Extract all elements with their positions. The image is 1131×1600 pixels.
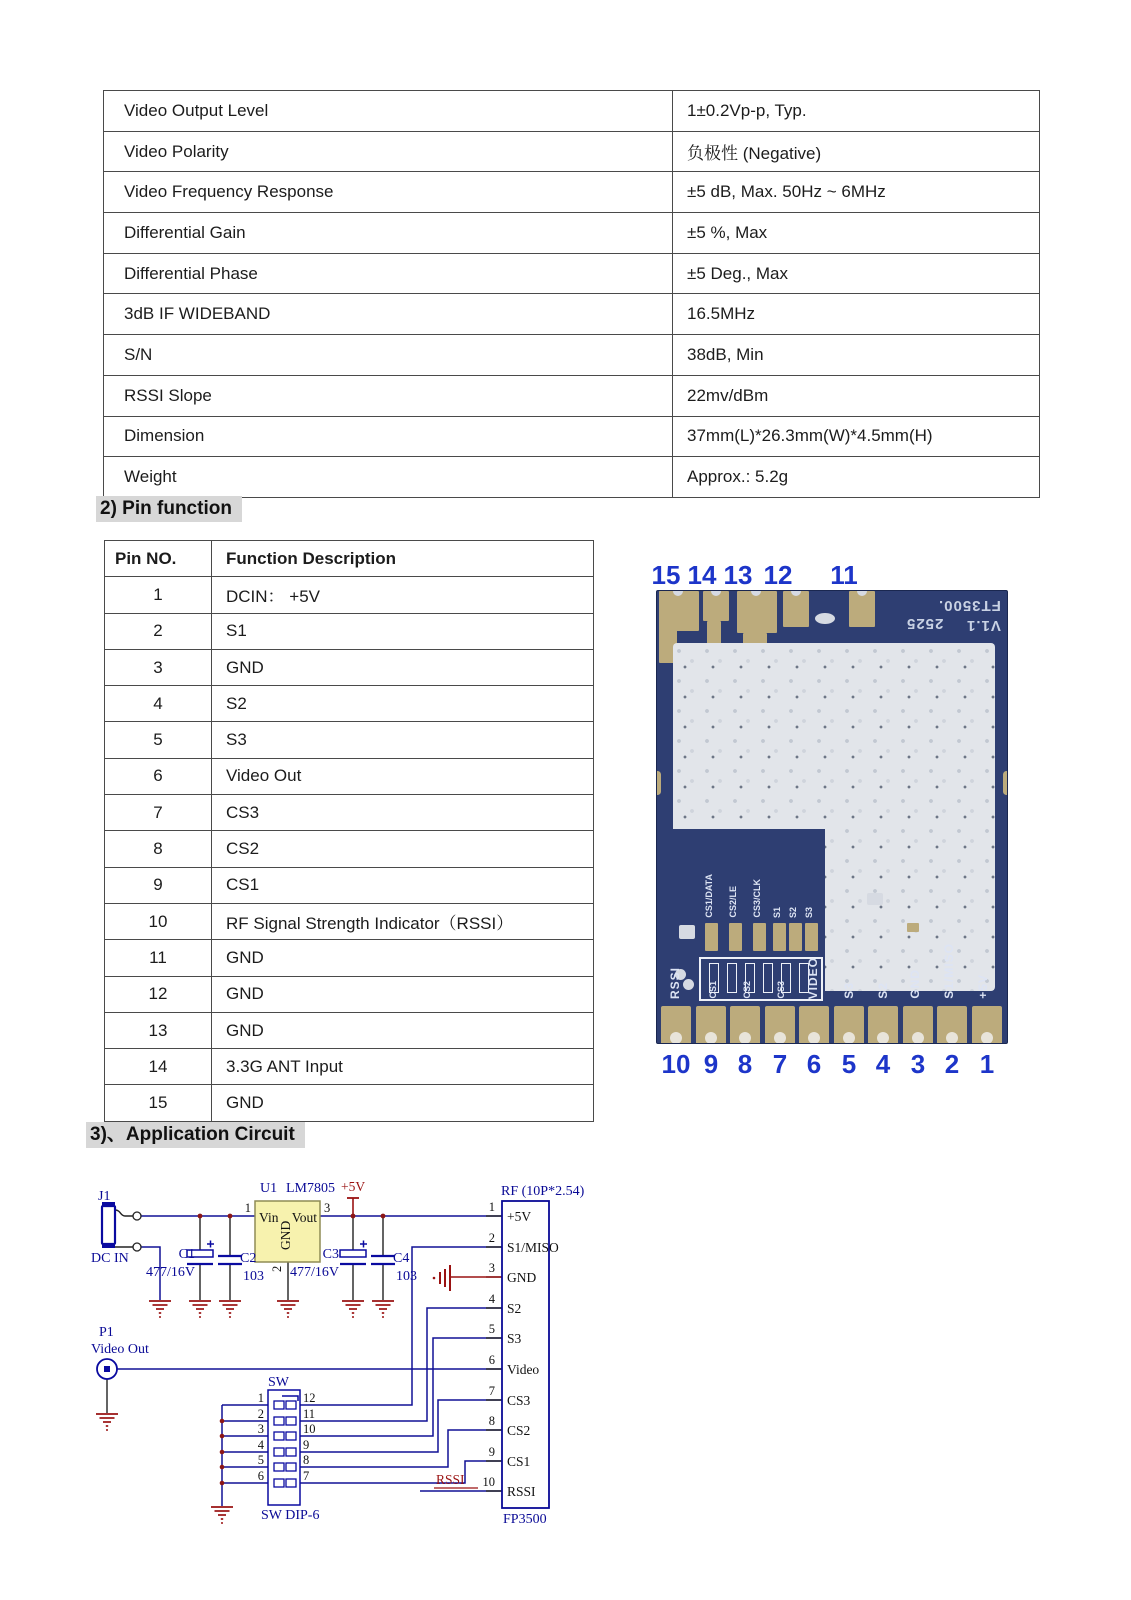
c3-ref: C3 <box>322 1247 339 1262</box>
pin-desc: CS1 <box>212 867 594 903</box>
c1-ref: C1 <box>178 1247 195 1262</box>
spec-value: 37mm(L)*26.3mm(W)*4.5mm(H) <box>673 416 1040 457</box>
rf-pin-number: 9 <box>488 1445 495 1459</box>
rf-pin-number: 7 <box>488 1384 495 1398</box>
ground-symbol <box>96 1414 118 1431</box>
silk-gnd-label: GND <box>908 969 922 999</box>
spec-label: Weight <box>104 457 673 498</box>
pcb-side-notch-left <box>656 771 661 795</box>
table-row <box>105 686 594 722</box>
pcb-pad-9 <box>696 1006 726 1043</box>
table-row <box>104 91 1040 132</box>
pcb-pad-7 <box>765 1006 795 1043</box>
dip-switch-elements <box>274 1401 296 1487</box>
sw-pin-number: 11 <box>303 1407 316 1421</box>
spec-label: Video Polarity <box>104 131 673 172</box>
ground-symbol <box>342 1301 364 1318</box>
pcb-bottom-pin-number: 9 <box>703 1049 719 1079</box>
connector-pin <box>133 1243 141 1251</box>
connector-pin <box>133 1212 141 1220</box>
ground-symbol <box>219 1301 241 1318</box>
spec-value: 22mv/dBm <box>673 375 1040 416</box>
sw-part: SW DIP-6 <box>261 1508 320 1523</box>
ground-symbol <box>372 1301 394 1318</box>
pin-no: 14 <box>105 1049 212 1085</box>
c4-ref: C4 <box>393 1251 410 1266</box>
j1-ref: J1 <box>98 1189 111 1204</box>
pcb-pad-8 <box>730 1006 760 1043</box>
silk-cs3-label: CS3 <box>776 981 786 999</box>
ground-symbol <box>277 1301 299 1318</box>
pin-desc: DCIN： +5V <box>212 577 594 613</box>
pcb-bottom-pin-number: 7 <box>772 1049 788 1079</box>
pcb-pad-5 <box>834 1006 864 1043</box>
table-row <box>104 416 1040 457</box>
pin-no: 8 <box>105 831 212 867</box>
silk-s1-miso-label: S1/MISO <box>942 943 956 999</box>
pcb-photo <box>646 558 1018 1088</box>
spec-label: RSSI Slope <box>104 375 673 416</box>
table-row <box>105 1012 594 1048</box>
table-row <box>105 1049 594 1085</box>
pcb-pad-11 <box>849 591 875 627</box>
table-row <box>104 457 1040 498</box>
sw-pin-number: 6 <box>257 1469 264 1483</box>
spec-label: Differential Gain <box>104 213 673 254</box>
pcb-version-text: V1.1 <box>966 617 1001 634</box>
pcb-pad-12 <box>783 591 809 627</box>
pcb-board <box>656 590 1008 1044</box>
table-row <box>105 613 594 649</box>
spec-label: Video Frequency Response <box>104 172 673 213</box>
table-row <box>105 577 594 613</box>
footprint-slot <box>763 963 773 993</box>
sw-pin-number: 10 <box>303 1422 316 1436</box>
table-row <box>105 649 594 685</box>
pcb-pad-10 <box>661 1006 691 1043</box>
rf-pin-number: 2 <box>488 1231 495 1245</box>
spec-value: 16.5MHz <box>673 294 1040 335</box>
sw-pin-number: 3 <box>257 1422 264 1436</box>
pin-desc: GND <box>212 1012 594 1048</box>
pcb-top-pin-number: 13 <box>723 560 753 590</box>
table-row <box>104 213 1040 254</box>
smd-pad-white <box>679 925 695 939</box>
section-heading-pin-function <box>96 498 242 520</box>
pin-desc: CS3 <box>212 795 594 831</box>
pin-no: 10 <box>105 903 212 939</box>
sw-pin-number: 4 <box>257 1438 264 1452</box>
spec-value: 1±0.2Vp-p, Typ. <box>673 91 1040 132</box>
sw-pin-number: 12 <box>303 1391 316 1405</box>
rf-pin-number: 8 <box>488 1414 495 1428</box>
pin-no: 15 <box>105 1085 212 1121</box>
pin-desc: Video Out <box>212 758 594 794</box>
sw-ref: SW <box>268 1375 289 1390</box>
dip-switch-actuator <box>282 1396 298 1401</box>
pcb-bottom-pin-number: 3 <box>910 1049 926 1079</box>
spec-value: ±5 dB, Max. 50Hz ~ 6MHz <box>673 172 1040 213</box>
silk-s2-label: S2 <box>788 906 798 918</box>
table-row <box>104 294 1040 335</box>
table-row <box>105 903 594 939</box>
silk-5v-label: +5V <box>976 974 990 999</box>
silk-rssi-label: RSSI <box>668 966 682 999</box>
silk-cs1-data-label: CS1/DATA <box>704 874 714 918</box>
spec-value: ±5 %, Max <box>673 213 1040 254</box>
u1-vout-label: Vout <box>291 1210 317 1225</box>
pcb-pad-13 <box>737 591 777 633</box>
rf-pin-name: CS3 <box>507 1393 531 1408</box>
silk-s3-label: S3 <box>842 982 856 999</box>
spec-value: Approx.: 5.2g <box>673 457 1040 498</box>
pin-no: 7 <box>105 795 212 831</box>
rf-pin-name: Video <box>507 1362 540 1377</box>
rf-pin-name: CS1 <box>507 1454 531 1469</box>
silk-video-label: VIDEO <box>806 956 820 999</box>
pin-no: 2 <box>105 613 212 649</box>
c2-ref: C2 <box>240 1251 257 1266</box>
pin-no: 5 <box>105 722 212 758</box>
smd-pad <box>753 923 766 951</box>
pcb-bottom-pin-number: 2 <box>944 1049 960 1079</box>
application-circuit-schematic <box>90 1150 1040 1530</box>
pin-no: 12 <box>105 976 212 1012</box>
silk-cs2-label: CS2 <box>742 981 752 999</box>
table-row <box>104 335 1040 376</box>
spec-label: Dimension <box>104 416 673 457</box>
heading-text: 2) Pin function <box>96 496 242 522</box>
table-row <box>105 722 594 758</box>
pcb-pad-6 <box>799 1006 829 1043</box>
rf-pin-number: 10 <box>482 1475 495 1489</box>
rf-connector-title: RF (10P*2.54) <box>501 1184 585 1199</box>
pcb-side-notch-right <box>1003 771 1008 795</box>
cap-c3-plate <box>340 1250 366 1257</box>
table-row <box>104 253 1040 294</box>
pcb-pad-4 <box>868 1006 898 1043</box>
table-row <box>105 976 594 1012</box>
pin-function-table <box>104 540 594 1122</box>
pin-desc: GND <box>212 649 594 685</box>
pin-desc: CS2 <box>212 831 594 867</box>
rf-pin-number: 4 <box>488 1292 495 1306</box>
sw-pin-number: 1 <box>257 1391 264 1405</box>
smd-pad <box>773 923 786 951</box>
pcb-model-text: FT3500. <box>938 597 1001 614</box>
plus-sign <box>360 1241 367 1248</box>
rf-pin-name: S1/MISO <box>507 1240 559 1255</box>
pin-desc: S3 <box>212 722 594 758</box>
smd-pad <box>729 923 742 951</box>
spec-label: S/N <box>104 335 673 376</box>
pin-desc: S2 <box>212 686 594 722</box>
spec-label: 3dB IF WIDEBAND <box>104 294 673 335</box>
dc-jack-symbol <box>102 1206 115 1244</box>
table-row <box>104 131 1040 172</box>
table-header-row <box>105 541 594 577</box>
ground-symbol <box>211 1507 233 1524</box>
silk-cs2-le-label: CS2/LE <box>728 886 738 918</box>
pcb-oval-hole <box>815 613 835 624</box>
smd-pad <box>705 923 718 951</box>
u1-pin1-number: 1 <box>244 1201 251 1215</box>
silk-s2-label: S2 <box>876 982 890 999</box>
pcb-bottom-pin-number: 4 <box>875 1049 891 1079</box>
sw-pin-number: 8 <box>303 1453 310 1467</box>
pin-desc: GND <box>212 976 594 1012</box>
pin-no: 3 <box>105 649 212 685</box>
rf-pin-name: S2 <box>507 1301 522 1316</box>
pin-no: 6 <box>105 758 212 794</box>
pcb-bottom-pin-number: 8 <box>737 1049 753 1079</box>
function-header: Function Description <box>212 541 594 577</box>
pcb-top-pin-number: 11 <box>830 560 858 590</box>
pcb-bottom-pin-number: 6 <box>806 1049 822 1079</box>
ground-symbol <box>149 1301 171 1318</box>
rf-pin-name: RSSI <box>507 1484 536 1499</box>
pcb-top-pin-number: 14 <box>687 560 717 590</box>
pin-no-header: Pin NO. <box>105 541 212 577</box>
table-row <box>104 172 1040 213</box>
u1-pin2-number: 2 <box>270 1265 284 1272</box>
pin-no: 9 <box>105 867 212 903</box>
c4-value: 103 <box>396 1269 417 1284</box>
c2-value: 103 <box>243 1269 264 1284</box>
table-row <box>105 831 594 867</box>
pin-desc: GND <box>212 940 594 976</box>
pin-no: 11 <box>105 940 212 976</box>
rf-connector-part: FP3500 <box>503 1512 547 1527</box>
sw-pin-number: 7 <box>303 1469 310 1483</box>
u1-part: LM7805 <box>286 1181 335 1196</box>
p1-ref: P1 <box>99 1325 114 1340</box>
u1-pin3-number: 3 <box>324 1201 331 1215</box>
table-row <box>105 1085 594 1121</box>
table-row <box>104 375 1040 416</box>
smd-pad <box>789 923 802 951</box>
silk-cs1-label: CS1 <box>708 981 718 999</box>
spec-table <box>103 90 1040 498</box>
pcb-bottom-pin-number: 1 <box>979 1049 995 1079</box>
pin-no: 4 <box>105 686 212 722</box>
rf-pin-name: S3 <box>507 1331 522 1346</box>
table-row <box>105 795 594 831</box>
rf-pin-number: 6 <box>488 1353 495 1367</box>
plus5v-net-label: +5V <box>341 1179 366 1194</box>
dc-in-label: DC IN <box>91 1251 129 1266</box>
via <box>683 979 694 990</box>
pcb-bottom-pin-number: 5 <box>841 1049 857 1079</box>
pcb-pad-3 <box>903 1006 933 1043</box>
table-row <box>105 867 594 903</box>
u1-vin-label: Vin <box>259 1210 279 1225</box>
video-out-center <box>104 1366 110 1372</box>
c3-value: 477/16V <box>290 1265 339 1280</box>
c1-value: 477/16V <box>146 1265 195 1280</box>
heading-text: 3)、Application Circuit <box>86 1122 305 1148</box>
spec-label: Differential Phase <box>104 253 673 294</box>
pcb-top-pin-number: 12 <box>763 560 793 590</box>
plus-sign <box>207 1241 214 1248</box>
smd-pad <box>805 923 818 951</box>
smd-component <box>907 923 919 932</box>
pcb-pad-2 <box>937 1006 967 1043</box>
pin-no: 13 <box>105 1012 212 1048</box>
sw-pin-number: 2 <box>257 1407 264 1421</box>
silk-s1-label: S1 <box>772 906 782 918</box>
spec-value: 38dB, Min <box>673 335 1040 376</box>
rf-pin-name: GND <box>507 1270 537 1285</box>
rf-pin-name: CS2 <box>507 1423 531 1438</box>
sw-pin-number: 9 <box>303 1438 310 1452</box>
ground-symbol <box>189 1301 211 1318</box>
spec-value: ±5 Deg., Max <box>673 253 1040 294</box>
pin-desc: GND <box>212 1085 594 1121</box>
pcb-bottom-pin-number: 10 <box>661 1049 691 1079</box>
rf-pin-number: 1 <box>488 1200 495 1214</box>
rf-pin-number: 3 <box>488 1261 495 1275</box>
sw-pin-number: 5 <box>257 1453 264 1467</box>
rssi-net-label: RSSI <box>436 1472 465 1487</box>
u1-gnd-label: GND <box>278 1220 293 1250</box>
pin-desc: RF Signal Strength Indicator（RSSI） <box>212 903 594 939</box>
u1-ref: U1 <box>260 1181 278 1196</box>
video-out-label: Video Out <box>91 1342 149 1357</box>
pcb-pad-1 <box>972 1006 1002 1043</box>
pcb-top-pin-number: 15 <box>651 560 681 590</box>
silk-cs3-clk-label: CS3/CLK <box>752 879 762 918</box>
pin-desc: S1 <box>212 613 594 649</box>
table-row <box>105 758 594 794</box>
smd-component <box>867 893 883 905</box>
table-row <box>105 940 594 976</box>
rf-pin-name: +5V <box>507 1209 532 1224</box>
spec-value: 负极性 (Negative) <box>673 131 1040 172</box>
section-heading-application-circuit <box>86 1119 305 1146</box>
pin-no: 1 <box>105 577 212 613</box>
silk-s3-label: S3 <box>804 906 814 918</box>
rf-pin-number: 5 <box>488 1322 495 1336</box>
spec-label: Video Output Level <box>104 91 673 132</box>
pin-desc: 3.3G ANT Input <box>212 1049 594 1085</box>
pcb-datecode-text: 2525 <box>905 615 943 632</box>
footprint-slot <box>727 963 737 993</box>
